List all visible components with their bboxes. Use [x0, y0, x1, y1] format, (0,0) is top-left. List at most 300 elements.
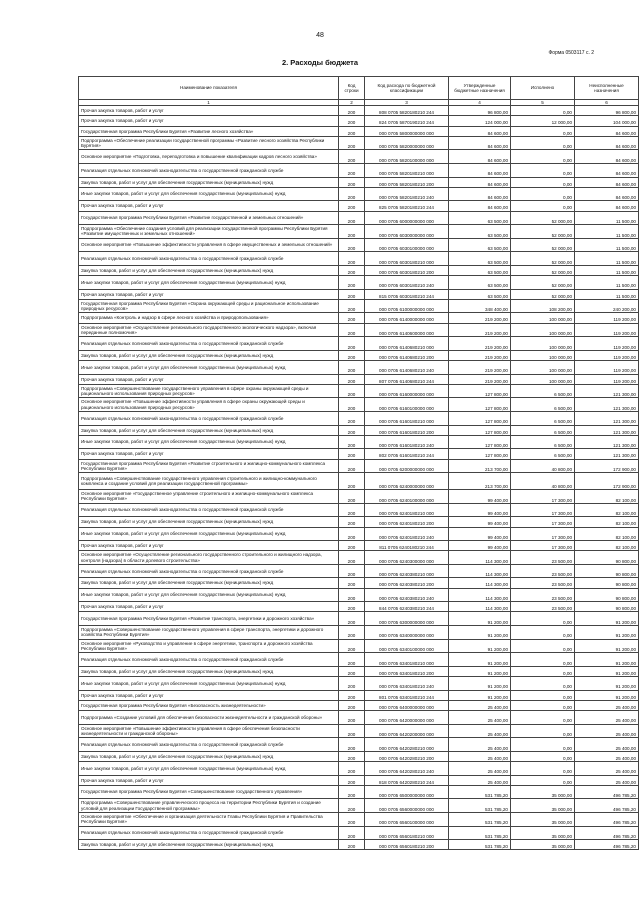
row-line-code: 200: [339, 578, 365, 588]
row-approved: 531 785,20: [449, 785, 511, 799]
row-remaining: 90 800,00: [575, 578, 639, 588]
row-budget-code: 000 0705 6240100000 000: [365, 490, 449, 504]
row-approved: 25 400,00: [449, 700, 511, 710]
table-row: [79, 775, 639, 785]
row-budget-code: 000 0705 6200000000 000: [365, 459, 449, 473]
row-executed: 52 000,00: [511, 252, 575, 266]
row-line-code: 200: [339, 187, 365, 201]
row-budget-code: 000 0705 5820180210 240: [365, 187, 449, 201]
row-line-code: 200: [339, 690, 365, 700]
row-executed: 0,00: [511, 639, 575, 653]
row-executed: 100 000,00: [511, 337, 575, 351]
table-row: [79, 840, 639, 850]
row-remaining: 90 800,00: [575, 602, 639, 612]
table-row: [79, 612, 639, 626]
row-executed: 0,00: [511, 163, 575, 177]
row-approved: 124 000,00: [449, 116, 511, 126]
row-name: Подпрограмма «Совершенствование государственного управления в сфере охраны окружающей среды и рационального использования природных ресурсов»: [79, 384, 339, 398]
row-approved: 531 785,20: [449, 826, 511, 840]
row-name: Основное мероприятие «Подготовка, переподготовка и повышение квалификации кадров лесного хозяйства»: [79, 150, 339, 164]
row-budget-code: 000 0705 6340180210 000: [365, 653, 449, 667]
row-executed: 23 500,00: [511, 564, 575, 578]
table-row: [79, 639, 639, 653]
table-row: [79, 761, 639, 775]
row-executed: 0,00: [511, 738, 575, 752]
row-line-code: 200: [339, 384, 365, 398]
row-budget-code: 844 0705 6240380210 244: [365, 602, 449, 612]
row-budget-code: 000 0705 6140000000 000: [365, 313, 449, 323]
row-approved: 219 200,00: [449, 350, 511, 360]
row-remaining: 119 200,00: [575, 323, 639, 337]
row-budget-code: 000 0705 6160180210 240: [365, 435, 449, 449]
row-line-code: 200: [339, 490, 365, 504]
row-budget-code: 000 0705 6030000000 000: [365, 225, 449, 239]
row-name: Закупка товаров, работ и услуг для обеспечения государственных (муниципальных) нужд: [79, 265, 339, 275]
row-budget-code: 000 0705 6240180210 240: [365, 527, 449, 541]
row-executed: 23 500,00: [511, 578, 575, 588]
table-row: [79, 449, 639, 459]
row-executed: 100 000,00: [511, 313, 575, 323]
row-approved: 99 400,00: [449, 503, 511, 517]
row-budget-code: 000 0705 6100000000 000: [365, 299, 449, 313]
row-name: Реализация отдельных полномочий законодательства о государственной гражданской службе: [79, 564, 339, 578]
row-remaining: 84 600,00: [575, 201, 639, 211]
header-remaining: Неисполненные назначения: [575, 77, 639, 100]
table-row: [79, 551, 639, 565]
row-executed: 0,00: [511, 150, 575, 164]
row-budget-code: 000 0705 6420280210 240: [365, 761, 449, 775]
table-row: [79, 265, 639, 275]
row-line-code: 200: [339, 541, 365, 551]
row-line-code: 200: [339, 289, 365, 299]
row-executed: 0,00: [511, 626, 575, 640]
header-indicator-name: Наименование показателя: [79, 77, 339, 100]
row-line-code: 200: [339, 517, 365, 527]
table-row: [79, 490, 639, 504]
row-name: Государственная программа Республики Бурятия «Безопасность жизнедеятельности»: [79, 700, 339, 710]
row-approved: 91 200,00: [449, 639, 511, 653]
row-line-code: 200: [339, 653, 365, 667]
row-name: Государственная программа Республики Бурятия «Развитие транспорта, энергетики и дорожного хозяйства»: [79, 612, 339, 626]
row-line-code: 200: [339, 163, 365, 177]
row-remaining: 82 100,00: [575, 541, 639, 551]
row-executed: 52 000,00: [511, 211, 575, 225]
row-executed: 35 000,00: [511, 826, 575, 840]
table-row: [79, 677, 639, 691]
row-approved: 84 600,00: [449, 187, 511, 201]
row-budget-code: 000 0705 6140680210 200: [365, 350, 449, 360]
row-executed: 100 000,00: [511, 361, 575, 375]
row-line-code: 200: [339, 225, 365, 239]
row-budget-code: 000 0705 6500000000 000: [365, 785, 449, 799]
row-budget-code: 000 0705 6240380210 240: [365, 588, 449, 602]
expenses-table: [78, 76, 639, 850]
table-row: [79, 473, 639, 490]
row-remaining: 119 200,00: [575, 350, 639, 360]
row-approved: 84 600,00: [449, 201, 511, 211]
column-index: 1: [79, 100, 339, 106]
row-budget-code: 000 0705 6240180210 000: [365, 503, 449, 517]
row-approved: 114 300,00: [449, 588, 511, 602]
row-name: Подпрограмма «Обеспечение создания условий для реализации государственной программы Республики Бурятия «Развитие имущественных и земельных отношений»: [79, 225, 339, 239]
row-name: Закупка товаров, работ и услуг для обеспечения государственных (муниципальных) нужд: [79, 666, 339, 676]
row-name: Реализация отдельных полномочий законодательства о государственной гражданской службе: [79, 337, 339, 351]
row-name: Иные закупки товаров, работ и услуг для обеспечения государственных (муниципальных) нужд: [79, 361, 339, 375]
table-row: [79, 826, 639, 840]
table-row: [79, 527, 639, 541]
row-line-code: 200: [339, 425, 365, 435]
row-budget-code: 000 0705 6560100000 000: [365, 812, 449, 826]
table-row: [79, 238, 639, 252]
row-name: Реализация отдельных полномочий законодательства о государственной гражданской службе: [79, 163, 339, 177]
row-name: Закупка товаров, работ и услуг для обеспечения государственных (муниципальных) нужд: [79, 840, 339, 850]
row-budget-code: 801 0705 6340180210 244: [365, 690, 449, 700]
row-budget-code: 000 0705 6140600000 000: [365, 323, 449, 337]
row-name: Прочая закупка товаров, работ и услуг: [79, 449, 339, 459]
row-remaining: 496 785,20: [575, 812, 639, 826]
table-row: [79, 799, 639, 813]
row-budget-code: 824 0705 5870190210 244: [365, 116, 449, 126]
row-approved: 114 300,00: [449, 602, 511, 612]
row-executed: 0,00: [511, 136, 575, 150]
table-header-row: [79, 77, 639, 100]
row-name: Подпрограмма «Совершенствование государственного управления в сфере транспорта, энергетики и дорожного хозяйства Республики Бурятия»: [79, 626, 339, 640]
header-budget-code: Код расхода по бюджетной классификации: [365, 77, 449, 100]
row-budget-code: 000 0705 6420200000 000: [365, 724, 449, 738]
table-row: [79, 374, 639, 384]
row-budget-code: 825 0705 5820180210 244: [365, 201, 449, 211]
row-budget-code: 000 0705 6340100000 000: [365, 639, 449, 653]
row-remaining: 25 400,00: [575, 738, 639, 752]
table-row: [79, 517, 639, 527]
row-remaining: 11 500,00: [575, 225, 639, 239]
row-remaining: 84 600,00: [575, 126, 639, 136]
row-remaining: 25 400,00: [575, 751, 639, 761]
row-remaining: 119 200,00: [575, 337, 639, 351]
row-line-code: 200: [339, 398, 365, 412]
row-name: Реализация отдельных полномочий законодательства о государственной гражданской службе: [79, 252, 339, 266]
table-row: [79, 785, 639, 799]
table-body: [79, 100, 639, 850]
row-line-code: 200: [339, 211, 365, 225]
table-row: [79, 690, 639, 700]
row-budget-code: 000 0705 6030100000 000: [365, 238, 449, 252]
row-remaining: 84 600,00: [575, 177, 639, 187]
row-line-code: 200: [339, 700, 365, 710]
row-executed: 6 500,00: [511, 425, 575, 435]
table-row: [79, 323, 639, 337]
row-remaining: 25 400,00: [575, 710, 639, 724]
row-approved: 84 600,00: [449, 126, 511, 136]
table-row: [79, 163, 639, 177]
row-budget-code: 000 0705 6560180210 200: [365, 840, 449, 850]
row-remaining: 11 500,00: [575, 289, 639, 299]
row-budget-code: 000 0705 6340180210 240: [365, 677, 449, 691]
row-remaining: 84 600,00: [575, 150, 639, 164]
row-name: Иные закупки товаров, работ и услуг для обеспечения государственных (муниципальных) нужд: [79, 527, 339, 541]
row-executed: 0,00: [511, 761, 575, 775]
row-remaining: 11 500,00: [575, 265, 639, 275]
row-executed: 6 500,00: [511, 449, 575, 459]
row-name: Закупка товаров, работ и услуг для обеспечения государственных (муниципальных) нужд: [79, 517, 339, 527]
row-name: Прочая закупка товаров, работ и услуг: [79, 289, 339, 299]
table-row: [79, 812, 639, 826]
table-row: [79, 337, 639, 351]
row-budget-code: 815 0705 6030180210 244: [365, 289, 449, 299]
row-remaining: 119 200,00: [575, 313, 639, 323]
row-approved: 91 200,00: [449, 677, 511, 691]
row-executed: 100 000,00: [511, 374, 575, 384]
row-remaining: 25 400,00: [575, 775, 639, 785]
row-remaining: 84 600,00: [575, 163, 639, 177]
section-title: 2. Расходы бюджета: [281, 58, 359, 67]
row-remaining: 91 200,00: [575, 653, 639, 667]
row-approved: 91 200,00: [449, 690, 511, 700]
row-line-code: 200: [339, 503, 365, 517]
row-approved: 25 400,00: [449, 724, 511, 738]
row-remaining: 90 800,00: [575, 588, 639, 602]
row-approved: 99 400,00: [449, 517, 511, 527]
row-executed: 23 500,00: [511, 551, 575, 565]
row-remaining: 121 300,00: [575, 398, 639, 412]
row-approved: 531 785,20: [449, 840, 511, 850]
column-index: 2: [339, 100, 365, 106]
row-approved: 25 400,00: [449, 775, 511, 785]
table-row: [79, 751, 639, 761]
row-budget-code: 000 0705 6240300000 000: [365, 551, 449, 565]
row-line-code: 200: [339, 201, 365, 211]
row-line-code: 200: [339, 337, 365, 351]
table-row: [79, 106, 639, 116]
row-name: Прочая закупка товаров, работ и услуг: [79, 690, 339, 700]
row-name: Подпрограмма «Создание условий для обеспечения безопасности жизнедеятельности и гражданской обороны»: [79, 710, 339, 724]
row-executed: 40 800,00: [511, 473, 575, 490]
row-remaining: 496 785,20: [575, 840, 639, 850]
table-row: [79, 361, 639, 375]
row-executed: 0,00: [511, 177, 575, 187]
row-line-code: 200: [339, 276, 365, 290]
row-approved: 84 600,00: [449, 136, 511, 150]
row-line-code: 200: [339, 588, 365, 602]
table-row: [79, 201, 639, 211]
row-remaining: 91 200,00: [575, 677, 639, 691]
row-line-code: 200: [339, 761, 365, 775]
row-name: Государственная программа Республики Бурятия «Совершенствование государственного управления»: [79, 785, 339, 799]
row-name: Иные закупки товаров, работ и услуг для обеспечения государственных (муниципальных) нужд: [79, 435, 339, 449]
row-approved: 84 600,00: [449, 163, 511, 177]
row-line-code: 200: [339, 435, 365, 449]
row-executed: 17 300,00: [511, 527, 575, 541]
row-line-code: 200: [339, 116, 365, 126]
row-budget-code: 000 0705 6030180210 240: [365, 276, 449, 290]
row-executed: 52 000,00: [511, 289, 575, 299]
row-approved: 91 200,00: [449, 666, 511, 676]
row-approved: 25 400,00: [449, 761, 511, 775]
row-executed: 40 800,00: [511, 459, 575, 473]
row-executed: 0,00: [511, 126, 575, 136]
row-remaining: 91 200,00: [575, 690, 639, 700]
row-name: Прочая закупка товаров, работ и услуг: [79, 116, 339, 126]
row-line-code: 200: [339, 785, 365, 799]
table-row: [79, 588, 639, 602]
row-remaining: 11 500,00: [575, 211, 639, 225]
row-line-code: 200: [339, 775, 365, 785]
row-approved: 63 500,00: [449, 289, 511, 299]
row-budget-code: 000 0705 6140680210 000: [365, 337, 449, 351]
column-index: 6: [575, 100, 639, 106]
row-name: Реализация отдельных полномочий законодательства о государственной гражданской службе: [79, 503, 339, 517]
table-row: [79, 503, 639, 517]
row-approved: 219 200,00: [449, 361, 511, 375]
row-remaining: 91 200,00: [575, 626, 639, 640]
row-remaining: 121 300,00: [575, 449, 639, 459]
row-name: Иные закупки товаров, работ и услуг для обеспечения государственных (муниципальных) нужд: [79, 677, 339, 691]
row-name: Закупка товаров, работ и услуг для обеспечения государственных (муниципальных) нужд: [79, 578, 339, 588]
row-remaining: 11 500,00: [575, 252, 639, 266]
row-remaining: 172 900,00: [575, 459, 639, 473]
row-line-code: 200: [339, 323, 365, 337]
table-row: [79, 626, 639, 640]
row-name: Подпрограмма «Обеспечение реализации государственной программы «Развитие лесного хозяйства Республики Бурятия»: [79, 136, 339, 150]
row-executed: 0,00: [511, 187, 575, 201]
row-remaining: 121 300,00: [575, 425, 639, 435]
row-budget-code: 808 0705 5820180210 244: [365, 106, 449, 116]
row-name: Подпрограмма «Совершенствование государственного управления строительного и жилищно-коммунального комплекса и создание условий для реализации государственной программы»: [79, 473, 339, 490]
row-budget-code: 811 0705 6240180210 244: [365, 541, 449, 551]
row-name: Основное мероприятие «Осуществление регионального государственного строительного и жилищного надзора, контроля (надзора) в области долевого строительства»: [79, 551, 339, 565]
row-executed: 17 300,00: [511, 517, 575, 527]
row-approved: 25 400,00: [449, 738, 511, 752]
table-row: [79, 177, 639, 187]
row-name: Иные закупки товаров, работ и услуг для обеспечения государственных (муниципальных) нужд: [79, 761, 339, 775]
row-line-code: 200: [339, 564, 365, 578]
row-line-code: 200: [339, 710, 365, 724]
row-executed: 52 000,00: [511, 276, 575, 290]
row-name: Основное мероприятие «Обеспечение и организация деятельности Главы Республики Бурятия и Правительства Республики Бурятия»: [79, 812, 339, 826]
row-approved: 63 500,00: [449, 211, 511, 225]
row-executed: 0,00: [511, 700, 575, 710]
row-line-code: 200: [339, 252, 365, 266]
row-name: Основное мероприятие «Повышение эффективности управления в сфере имущественных и земельных отношений»: [79, 238, 339, 252]
row-name: Прочая закупка товаров, работ и услуг: [79, 374, 339, 384]
row-name: Реализация отдельных полномочий законодательства о государственной гражданской службе: [79, 738, 339, 752]
row-remaining: 90 800,00: [575, 564, 639, 578]
row-budget-code: 802 0705 6160180210 244: [365, 449, 449, 459]
row-approved: 213 700,00: [449, 459, 511, 473]
row-executed: 6 500,00: [511, 398, 575, 412]
row-remaining: 11 500,00: [575, 276, 639, 290]
row-line-code: 200: [339, 826, 365, 840]
row-approved: 96 800,00: [449, 106, 511, 116]
row-remaining: 121 300,00: [575, 384, 639, 398]
row-approved: 84 600,00: [449, 177, 511, 187]
row-name: Государственная программа Республики Бурятия «Развитие государственной и земельных отношений»: [79, 211, 339, 225]
row-executed: 17 300,00: [511, 490, 575, 504]
row-line-code: 200: [339, 612, 365, 626]
row-budget-code: 000 0705 6160180210 000: [365, 411, 449, 425]
row-line-code: 200: [339, 126, 365, 136]
row-name: Закупка товаров, работ и услуг для обеспечения государственных (муниципальных) нужд: [79, 751, 339, 761]
row-name: Прочая закупка товаров, работ и услуг: [79, 602, 339, 612]
row-approved: 127 800,00: [449, 384, 511, 398]
row-approved: 213 700,00: [449, 473, 511, 490]
table-row: [79, 653, 639, 667]
row-budget-code: 000 0705 6240380210 200: [365, 578, 449, 588]
row-name: Реализация отдельных полномочий законодательства о государственной гражданской службе: [79, 826, 339, 840]
table-row: [79, 116, 639, 126]
row-line-code: 200: [339, 313, 365, 323]
table-row: [79, 411, 639, 425]
row-approved: 531 785,20: [449, 799, 511, 813]
row-approved: 127 800,00: [449, 398, 511, 412]
row-executed: 0,00: [511, 690, 575, 700]
row-approved: 63 500,00: [449, 276, 511, 290]
row-line-code: 200: [339, 449, 365, 459]
table-row: [79, 211, 639, 225]
form-label: Форма 0503117 с. 2: [548, 50, 594, 56]
row-remaining: 121 300,00: [575, 411, 639, 425]
row-line-code: 200: [339, 411, 365, 425]
row-approved: 99 400,00: [449, 541, 511, 551]
row-budget-code: 807 0705 6140680210 244: [365, 374, 449, 384]
row-line-code: 200: [339, 299, 365, 313]
row-budget-code: 000 0705 6030180210 200: [365, 265, 449, 275]
row-approved: 25 400,00: [449, 710, 511, 724]
row-remaining: 104 000,00: [575, 116, 639, 126]
row-line-code: 200: [339, 459, 365, 473]
table-row: [79, 150, 639, 164]
row-executed: 0,00: [511, 106, 575, 116]
table-row: [79, 578, 639, 588]
row-executed: 35 000,00: [511, 812, 575, 826]
header-executed: Исполнено: [511, 77, 575, 100]
header-approved: Утвержденные бюджетные назначения: [449, 77, 511, 100]
row-remaining: 91 200,00: [575, 612, 639, 626]
row-executed: 0,00: [511, 666, 575, 676]
row-remaining: 84 600,00: [575, 136, 639, 150]
table-row: [79, 602, 639, 612]
row-budget-code: 000 0705 6030180210 000: [365, 252, 449, 266]
header-line-code: Код строки: [339, 77, 365, 100]
row-budget-code: 000 0705 5820180210 000: [365, 163, 449, 177]
row-approved: 63 500,00: [449, 252, 511, 266]
row-executed: 100 000,00: [511, 323, 575, 337]
table-row: [79, 435, 639, 449]
row-line-code: 200: [339, 666, 365, 676]
table-row: [79, 724, 639, 738]
table-row: [79, 425, 639, 435]
row-line-code: 200: [339, 626, 365, 640]
row-name: Основное мероприятие «Повышение эффективности управления в сфере обеспечения безопасности жизнедеятельности и гражданской обороны»: [79, 724, 339, 738]
row-name: Основное мероприятие «Осуществление регионального государственного экологического надзора», включая переданные полномочия»: [79, 323, 339, 337]
row-approved: 219 200,00: [449, 323, 511, 337]
row-executed: 35 000,00: [511, 840, 575, 850]
row-line-code: 200: [339, 150, 365, 164]
row-budget-code: 000 0705 5820100000 000: [365, 150, 449, 164]
row-line-code: 200: [339, 551, 365, 565]
row-line-code: 200: [339, 265, 365, 275]
row-approved: 63 500,00: [449, 225, 511, 239]
row-budget-code: 000 0705 6420000000 000: [365, 710, 449, 724]
row-approved: 99 400,00: [449, 527, 511, 541]
row-approved: 91 200,00: [449, 612, 511, 626]
row-remaining: 11 500,00: [575, 238, 639, 252]
row-budget-code: 000 0705 6560180210 000: [365, 826, 449, 840]
row-approved: 127 800,00: [449, 425, 511, 435]
row-budget-code: 000 0705 6240000000 000: [365, 473, 449, 490]
row-approved: 91 200,00: [449, 653, 511, 667]
row-executed: 6 500,00: [511, 384, 575, 398]
